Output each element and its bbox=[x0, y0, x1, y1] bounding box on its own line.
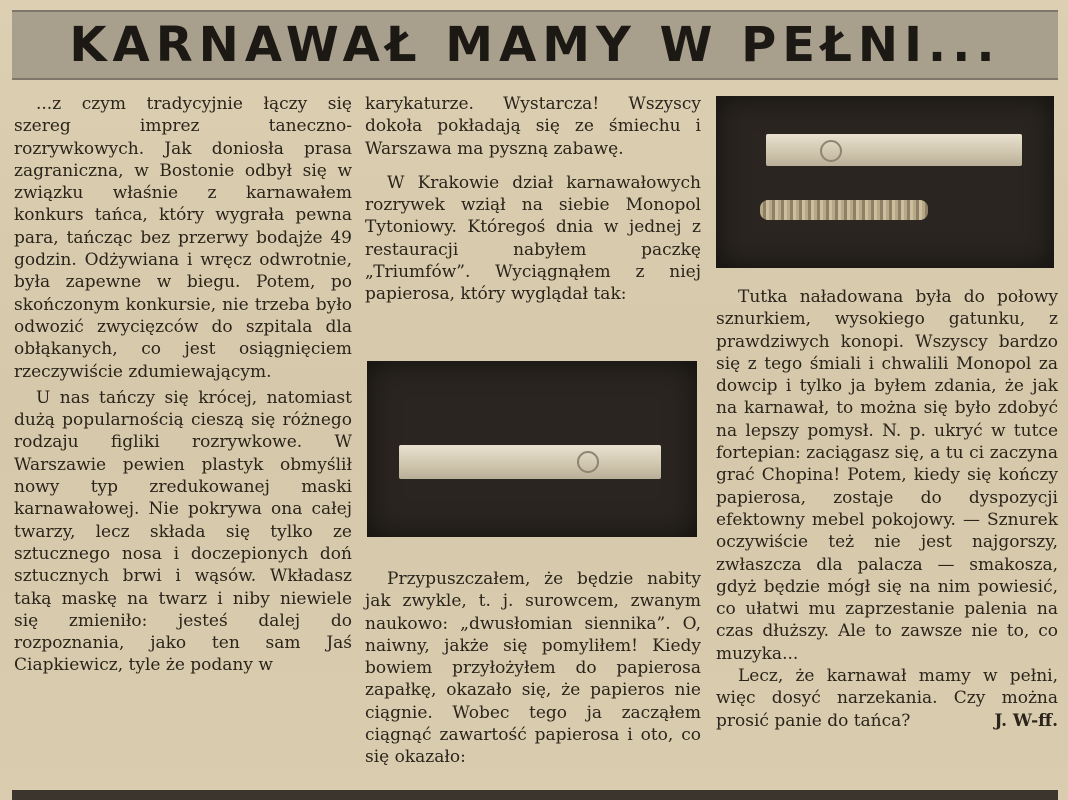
column3-paragraph-2: Lecz, że karnawał mamy w pełni, więc dosyć narzekania. Czy można prosić panie do tańca? bbox=[716, 666, 1058, 731]
article-column-1 bbox=[14, 93, 352, 677]
headline: KARNAWAŁ MAMY W PEŁNI... bbox=[69, 17, 1001, 73]
column2-paragraph-3: Przypuszczałem, że będzie nabity jak zwykle, t. j. surowcem, zwanym naukowo: „dwusłomian siennika”. O, naiwny, jakże się pomyliłem! Kiedy bowiem przyłożyłem do papierosa zapałkę, okazało się, że papieros nie ciągnie. Wobec tego ja zacząłem ciągnąć zawartość papierosa i oto, co się okazało: bbox=[365, 569, 701, 768]
monopol-seal-icon bbox=[820, 140, 842, 162]
column2-paragraph-1: karykaturze. Wystarcza! Wszyscy dokoła pokładają się ze śmiechu i Warszawa ma pyszną zabawę. bbox=[365, 94, 701, 159]
string-filling-image bbox=[760, 200, 928, 220]
cigarette-tube-image bbox=[766, 134, 1022, 166]
cigarette-photo-intact bbox=[367, 361, 697, 537]
headline-banner bbox=[12, 10, 1058, 80]
column1-paragraph-2: U nas tańczy się krócej, natomiast dużą popularnością cieszą się różnego rodzaju figliki rozrywkowe. W Warszawie pewien plastyk obmyślił nowy typ zredukowanej maski karnawałowej. Nie pokrywa ona całej twarzy, lecz składa się tylko ze sztucznego nosa i doczepionych doń sztucznych brwi i wąsów. Wkładasz taką maskę na twarz i niby niewiele się zmieniło: jesteś dalej do rozpoznania, jako ten sam Jaś Ciapkiewicz, tyle że podany w bbox=[14, 387, 352, 676]
author-signature: J. W-ff. bbox=[994, 710, 1058, 731]
column3-paragraph-1: Tutka naładowana była do połowy sznurkiem, wysokiego gatunku, z prawdziwych konopi. Wszyscy bardzo się z tego śmiali i chwalili Monopol za dowcip i tylko ja byłem zdania, że jak na karnawał, to można się było zdobyć na lepszy pomysł. N. p. ukryć w tutce fortepian: zaciągasz się, a tu ci zaczyna grać Chopina! Potem, kiedy się kończy papierosa, zostaje do dyspozycji efektowny mebel pokojowy. — Sznurek oczywiście też nie jest najgorszy, zwłaszcza dla palacza — smakosza, gdyż będzie mógł się na nim powiesić, co ułatwi mu zaprzestanie palenia na czas dłuższy. Ale to zawsze nie to, co muzyka... bbox=[716, 287, 1058, 664]
bottom-rule bbox=[12, 790, 1058, 800]
cigarette-photo-opened bbox=[716, 96, 1054, 268]
column1-paragraph-1: ...z czym tradycyjnie łączy się szereg imprez taneczno-rozrywkowych. Jak doniosła prasa zagraniczna, w Bostonie odbył się w związku właśnie z karnawałem konkurs tańca, który wygrała pewna para, tańcząc bez przerwy bodajże 49 godzin. Odżywiana i wręcz odwrotnie, była zapewne w biegu. Potem, po skończonym konkursie, nie trzeba było odwozić zwycięzców do szpitala dla obłąkanych, co jest osiągnięciem rzeczywiście zdumiewającym. bbox=[14, 94, 352, 382]
column2-paragraph-2: W Krakowie dział karnawałowych rozrywek wziął na siebie Monopol Tytoniowy. Któregoś dnia w jednej z restauracji nabyłem paczkę „Triumfów”. Wyciągnąłem z niej papierosa, który wyglądał tak: bbox=[365, 172, 701, 305]
cigarette-image bbox=[399, 445, 661, 479]
article-column-2-continued bbox=[365, 551, 701, 786]
monopol-seal-icon bbox=[577, 451, 599, 473]
article-column-2 bbox=[365, 93, 701, 306]
article-column-3 bbox=[716, 286, 1058, 732]
